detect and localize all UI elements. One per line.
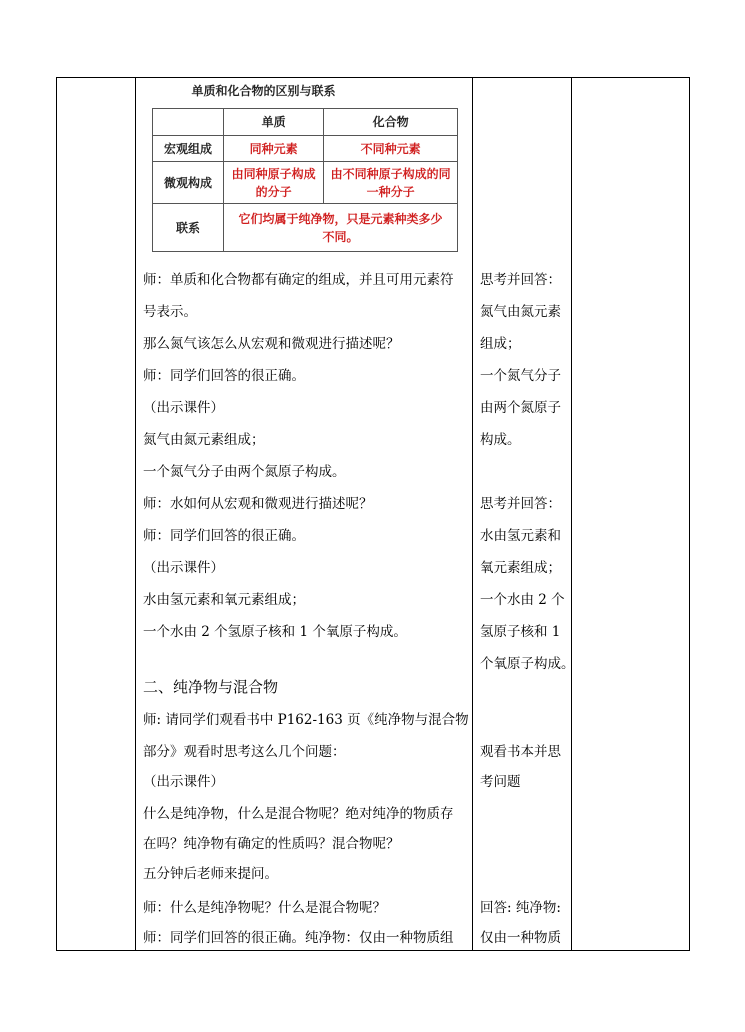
column-divider <box>472 78 473 950</box>
teacher-line: 一个水由 2 个氢原子核和 1 个氧原子构成。 <box>143 624 407 640</box>
comparison-title: 单质和化合物的区别与联系 <box>191 84 336 98</box>
teacher-line: 一个氮气分子由两个氮原子构成。 <box>143 464 346 480</box>
col-header-compound: 化合物 <box>324 109 458 136</box>
column-divider <box>571 78 572 950</box>
teacher-line: （出示课件） <box>143 560 224 576</box>
teacher-line: 那么氮气该怎么从宏观和微观进行描述呢？ <box>143 336 400 352</box>
student-line: 思考并回答： <box>480 496 561 512</box>
row-header-macro: 宏观组成 <box>153 136 224 162</box>
teacher-line: 师：什么是纯净物呢？什么是混合物呢？ <box>143 900 386 916</box>
cell-micro-compound: 由不同种原子构成的同一种分子 <box>324 162 458 204</box>
col-header-simple: 单质 <box>224 109 324 136</box>
teacher-line: 师：同学们回答的很正确。 <box>143 368 305 384</box>
student-line: 构成。 <box>480 432 521 448</box>
comparison-table <box>152 108 458 252</box>
student-line: 氢原子核和 1 <box>480 624 561 640</box>
teacher-line: 师：同学们回答的很正确。纯净物：仅由一种物质组 <box>143 930 454 946</box>
student-line: 由两个氮原子 <box>480 400 561 416</box>
student-line: 考问题 <box>480 774 521 790</box>
cell-macro-compound: 不同种元素 <box>324 136 458 162</box>
cell-macro-simple: 同种元素 <box>224 136 324 162</box>
student-line: 思考并回答： <box>480 272 561 288</box>
teacher-line: 五分钟后老师来提问。 <box>143 866 278 882</box>
cell-relation: 它们均属于纯净物，只是元素种类多少不同。 <box>224 204 458 252</box>
student-line: 观看书本并思 <box>480 744 561 760</box>
teacher-line: 在吗？纯净物有确定的性质吗？混合物呢？ <box>143 836 400 852</box>
column-divider <box>135 78 136 950</box>
student-line: 氮气由氮元素 <box>480 304 561 320</box>
student-line: 个氧原子构成。 <box>480 656 575 672</box>
section-heading: 二、纯净物与混合物 <box>143 678 279 696</box>
teacher-line: 什么是纯净物，什么是混合物呢？绝对纯净的物质存 <box>143 806 454 822</box>
cell-micro-simple: 由同种原子构成的分子 <box>224 162 324 204</box>
teacher-line: （出示课件） <box>143 400 224 416</box>
teacher-line: 号表示。 <box>143 304 197 320</box>
student-line: 水由氢元素和 <box>480 528 561 544</box>
teacher-line: 水由氢元素和氧元素组成； <box>143 592 305 608</box>
student-line: 组成； <box>480 336 521 352</box>
teacher-line: 师：水如何从宏观和微观进行描述呢？ <box>143 496 373 512</box>
student-line: 仅由一种物质 <box>480 930 561 946</box>
teacher-line: （出示课件） <box>143 774 224 790</box>
row-header-relation: 联系 <box>153 204 224 252</box>
student-line: 回答: 纯净物: <box>480 900 561 916</box>
row-header-micro: 微观构成 <box>153 162 224 204</box>
student-line: 氧元素组成； <box>480 560 561 576</box>
teacher-line: 师: 请同学们观看书中 P162-163 页《纯净物与混合物 <box>143 712 469 728</box>
teacher-line: 师：单质和化合物都有确定的组成，并且可用元素符 <box>143 272 454 288</box>
student-line: 一个水由 2 个 <box>480 592 565 608</box>
teacher-line: 部分》观看时思考这么几个问题： <box>143 744 346 760</box>
student-line: 一个氮气分子 <box>480 368 561 384</box>
teacher-line: 师：同学们回答的很正确。 <box>143 528 305 544</box>
corner-cell <box>153 109 224 136</box>
teacher-line: 氮气由氮元素组成； <box>143 432 265 448</box>
